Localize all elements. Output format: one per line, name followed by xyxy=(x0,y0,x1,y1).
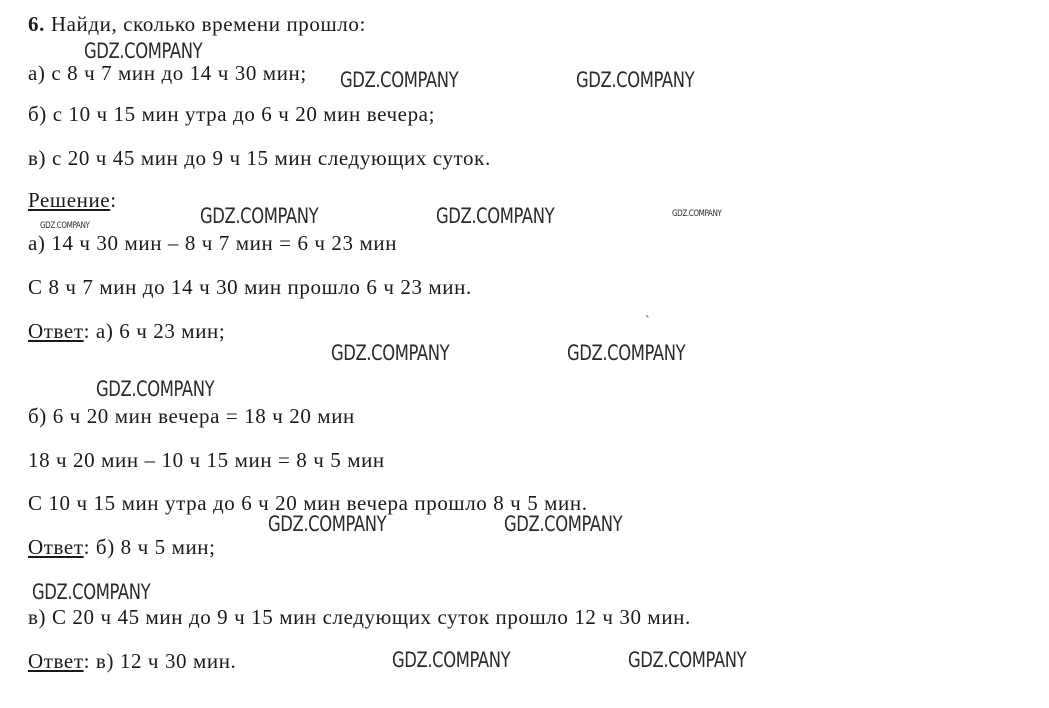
watermark: GDZ.COMPANY xyxy=(268,512,387,536)
solution-b-line1: б) 6 ч 20 мин вечера = 18 ч 20 мин xyxy=(28,404,355,428)
task-question: Найди, сколько времени прошло: xyxy=(50,12,366,36)
answer-b-text: : б) 8 ч 5 мин; xyxy=(83,535,216,559)
answer-c xyxy=(28,649,236,673)
answer-a-label: Ответ xyxy=(28,319,84,343)
task-item-c: в) с 20 ч 45 мин до 9 ч 15 мин следующих суток. xyxy=(28,146,491,170)
answer-a-text: : а) 6 ч 23 мин; xyxy=(83,319,226,343)
watermark: GDZ.COMPANY xyxy=(576,68,695,92)
watermark: GDZ.COMPANY xyxy=(96,377,215,401)
watermark: GDZ.COMPANY xyxy=(392,648,511,672)
watermark: GDZ.COMPANY xyxy=(200,204,319,228)
solution-heading-label: Решение xyxy=(28,188,111,212)
watermark: GDZ.COMPANY xyxy=(340,68,459,92)
task-header xyxy=(28,12,366,36)
answer-a xyxy=(28,319,225,343)
solution-c-line1: в) С 20 ч 45 мин до 9 ч 15 мин следующих суток прошло 12 ч 30 мин. xyxy=(28,605,691,629)
solution-a-line1: а) 14 ч 30 мин – 8 ч 7 мин = 6 ч 23 мин xyxy=(28,231,398,255)
solution-heading-colon: : xyxy=(110,188,117,212)
solution-heading xyxy=(28,188,117,212)
solution-b-line2: 18 ч 20 мин – 10 ч 15 мин = 8 ч 5 мин xyxy=(28,448,385,472)
answer-b xyxy=(28,535,216,559)
watermark: GDZ.COMPANY xyxy=(436,204,555,228)
watermark: GDZ.COMPANY xyxy=(628,648,747,672)
answer-b-label: Ответ xyxy=(28,535,84,559)
watermark: GDZ.COMPANY xyxy=(331,341,450,365)
answer-c-label: Ответ xyxy=(28,649,84,673)
watermark: GDZ.COMPANY xyxy=(84,39,203,63)
task-number: 6. xyxy=(28,12,45,36)
watermark: GDZ.COMPANY xyxy=(40,221,90,231)
watermark: GDZ.COMPANY xyxy=(504,512,623,536)
stray-mark: ˋ xyxy=(645,314,650,329)
task-item-b: б) с 10 ч 15 мин утра до 6 ч 20 мин вечера; xyxy=(28,102,436,126)
solution-b-line3: С 10 ч 15 мин утра до 6 ч 20 мин вечера прошло 8 ч 5 мин. xyxy=(28,491,588,515)
watermark: GDZ.COMPANY xyxy=(32,580,151,604)
watermark: GDZ.COMPANY xyxy=(672,209,722,219)
solution-a-line2: С 8 ч 7 мин до 14 ч 30 мин прошло 6 ч 23 мин. xyxy=(28,275,472,299)
answer-c-text: : в) 12 ч 30 мин. xyxy=(83,649,237,673)
task-item-a: а) с 8 ч 7 мин до 14 ч 30 мин; xyxy=(28,61,307,85)
watermark: GDZ.COMPANY xyxy=(567,341,686,365)
